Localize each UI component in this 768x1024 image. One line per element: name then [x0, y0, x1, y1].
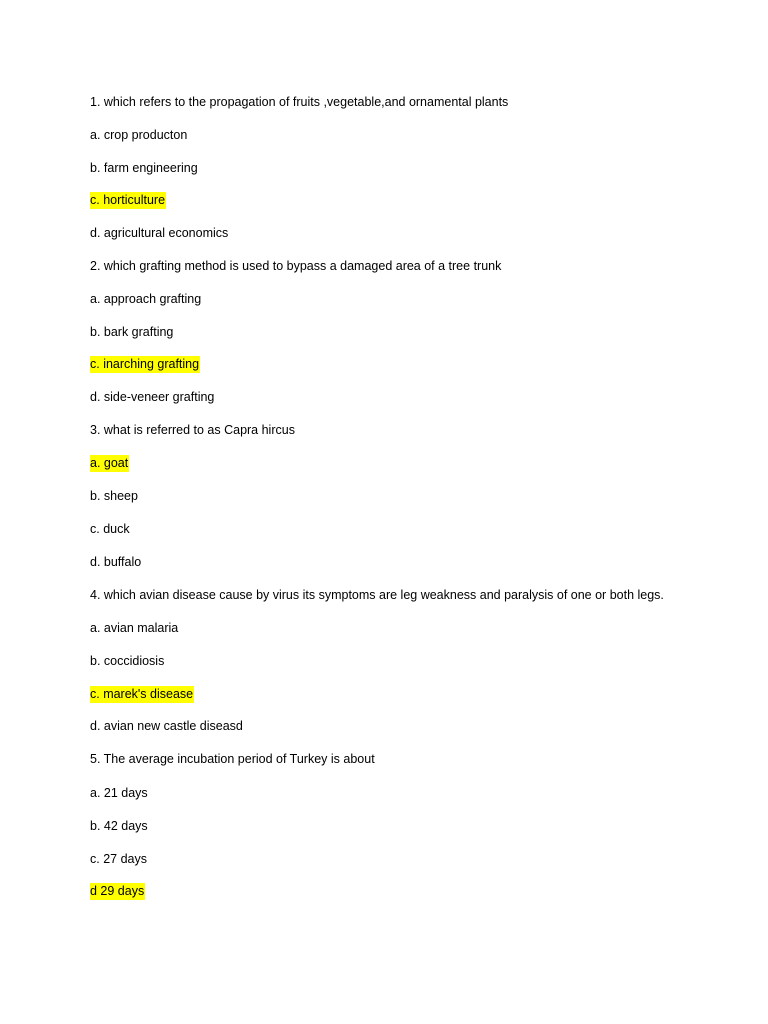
question-3-option-a-answer [90, 455, 129, 472]
highlighted-answer: a. goat [90, 456, 129, 470]
question-5-prompt-text: 5. The average incubation period of Turkey is about [90, 752, 375, 766]
option-text: a. 21 days [90, 786, 148, 800]
question-1-prompt [90, 94, 509, 111]
question-1-option-d [90, 225, 229, 242]
question-5-option-c [90, 851, 148, 868]
question-4-option-c-answer [90, 686, 194, 703]
highlighted-answer: d 29 days [90, 884, 145, 898]
question-4-option-b [90, 653, 165, 670]
question-2-option-b [90, 324, 174, 341]
question-5-prompt [90, 751, 376, 768]
option-text: b. farm engineering [90, 161, 198, 175]
question-4-prompt [90, 587, 665, 604]
question-1-option-a [90, 127, 188, 144]
question-2-prompt [90, 258, 502, 275]
option-text: c. duck [90, 522, 130, 536]
highlighted-answer: c. marek's disease [90, 687, 194, 701]
option-text: d. agricultural economics [90, 226, 229, 240]
question-1-option-b [90, 160, 199, 177]
option-text: d. buffalo [90, 555, 142, 569]
question-5-option-a [90, 785, 149, 802]
question-4-prompt-text: 4. which avian disease cause by virus its symptoms are leg weakness and paralysis of one or both legs. [90, 588, 664, 602]
option-text: b. sheep [90, 489, 138, 503]
question-3-prompt-text: 3. what is referred to as Capra hircus [90, 423, 295, 437]
question-4-option-a [90, 620, 179, 637]
option-text: b. bark grafting [90, 325, 174, 339]
question-3-option-c [90, 521, 131, 538]
option-text: a. avian malaria [90, 621, 179, 635]
question-3-prompt [90, 422, 296, 439]
option-text: a. crop producton [90, 128, 188, 142]
question-4-option-d [90, 718, 244, 735]
question-5-option-d-answer [90, 883, 145, 900]
highlighted-answer: c. inarching grafting [90, 357, 200, 371]
option-text: b. coccidiosis [90, 654, 165, 668]
option-text: b. 42 days [90, 819, 148, 833]
question-2-option-c-answer [90, 356, 200, 373]
highlighted-answer: c. horticulture [90, 193, 166, 207]
question-5-option-b [90, 818, 149, 835]
option-text: c. 27 days [90, 852, 147, 866]
option-text: d. avian new castle diseasd [90, 719, 243, 733]
question-2-prompt-text: 2. which grafting method is used to bypass a damaged area of a tree trunk [90, 259, 502, 273]
question-2-option-d [90, 389, 215, 406]
option-text: a. approach grafting [90, 292, 202, 306]
option-text: d. side-veneer grafting [90, 390, 215, 404]
question-2-option-a [90, 291, 202, 308]
question-1-prompt-text: 1. which refers to the propagation of fruits ,vegetable,and ornamental plants [90, 95, 509, 109]
question-3-option-b [90, 488, 139, 505]
question-3-option-d [90, 554, 142, 571]
question-1-option-c-answer [90, 192, 166, 209]
